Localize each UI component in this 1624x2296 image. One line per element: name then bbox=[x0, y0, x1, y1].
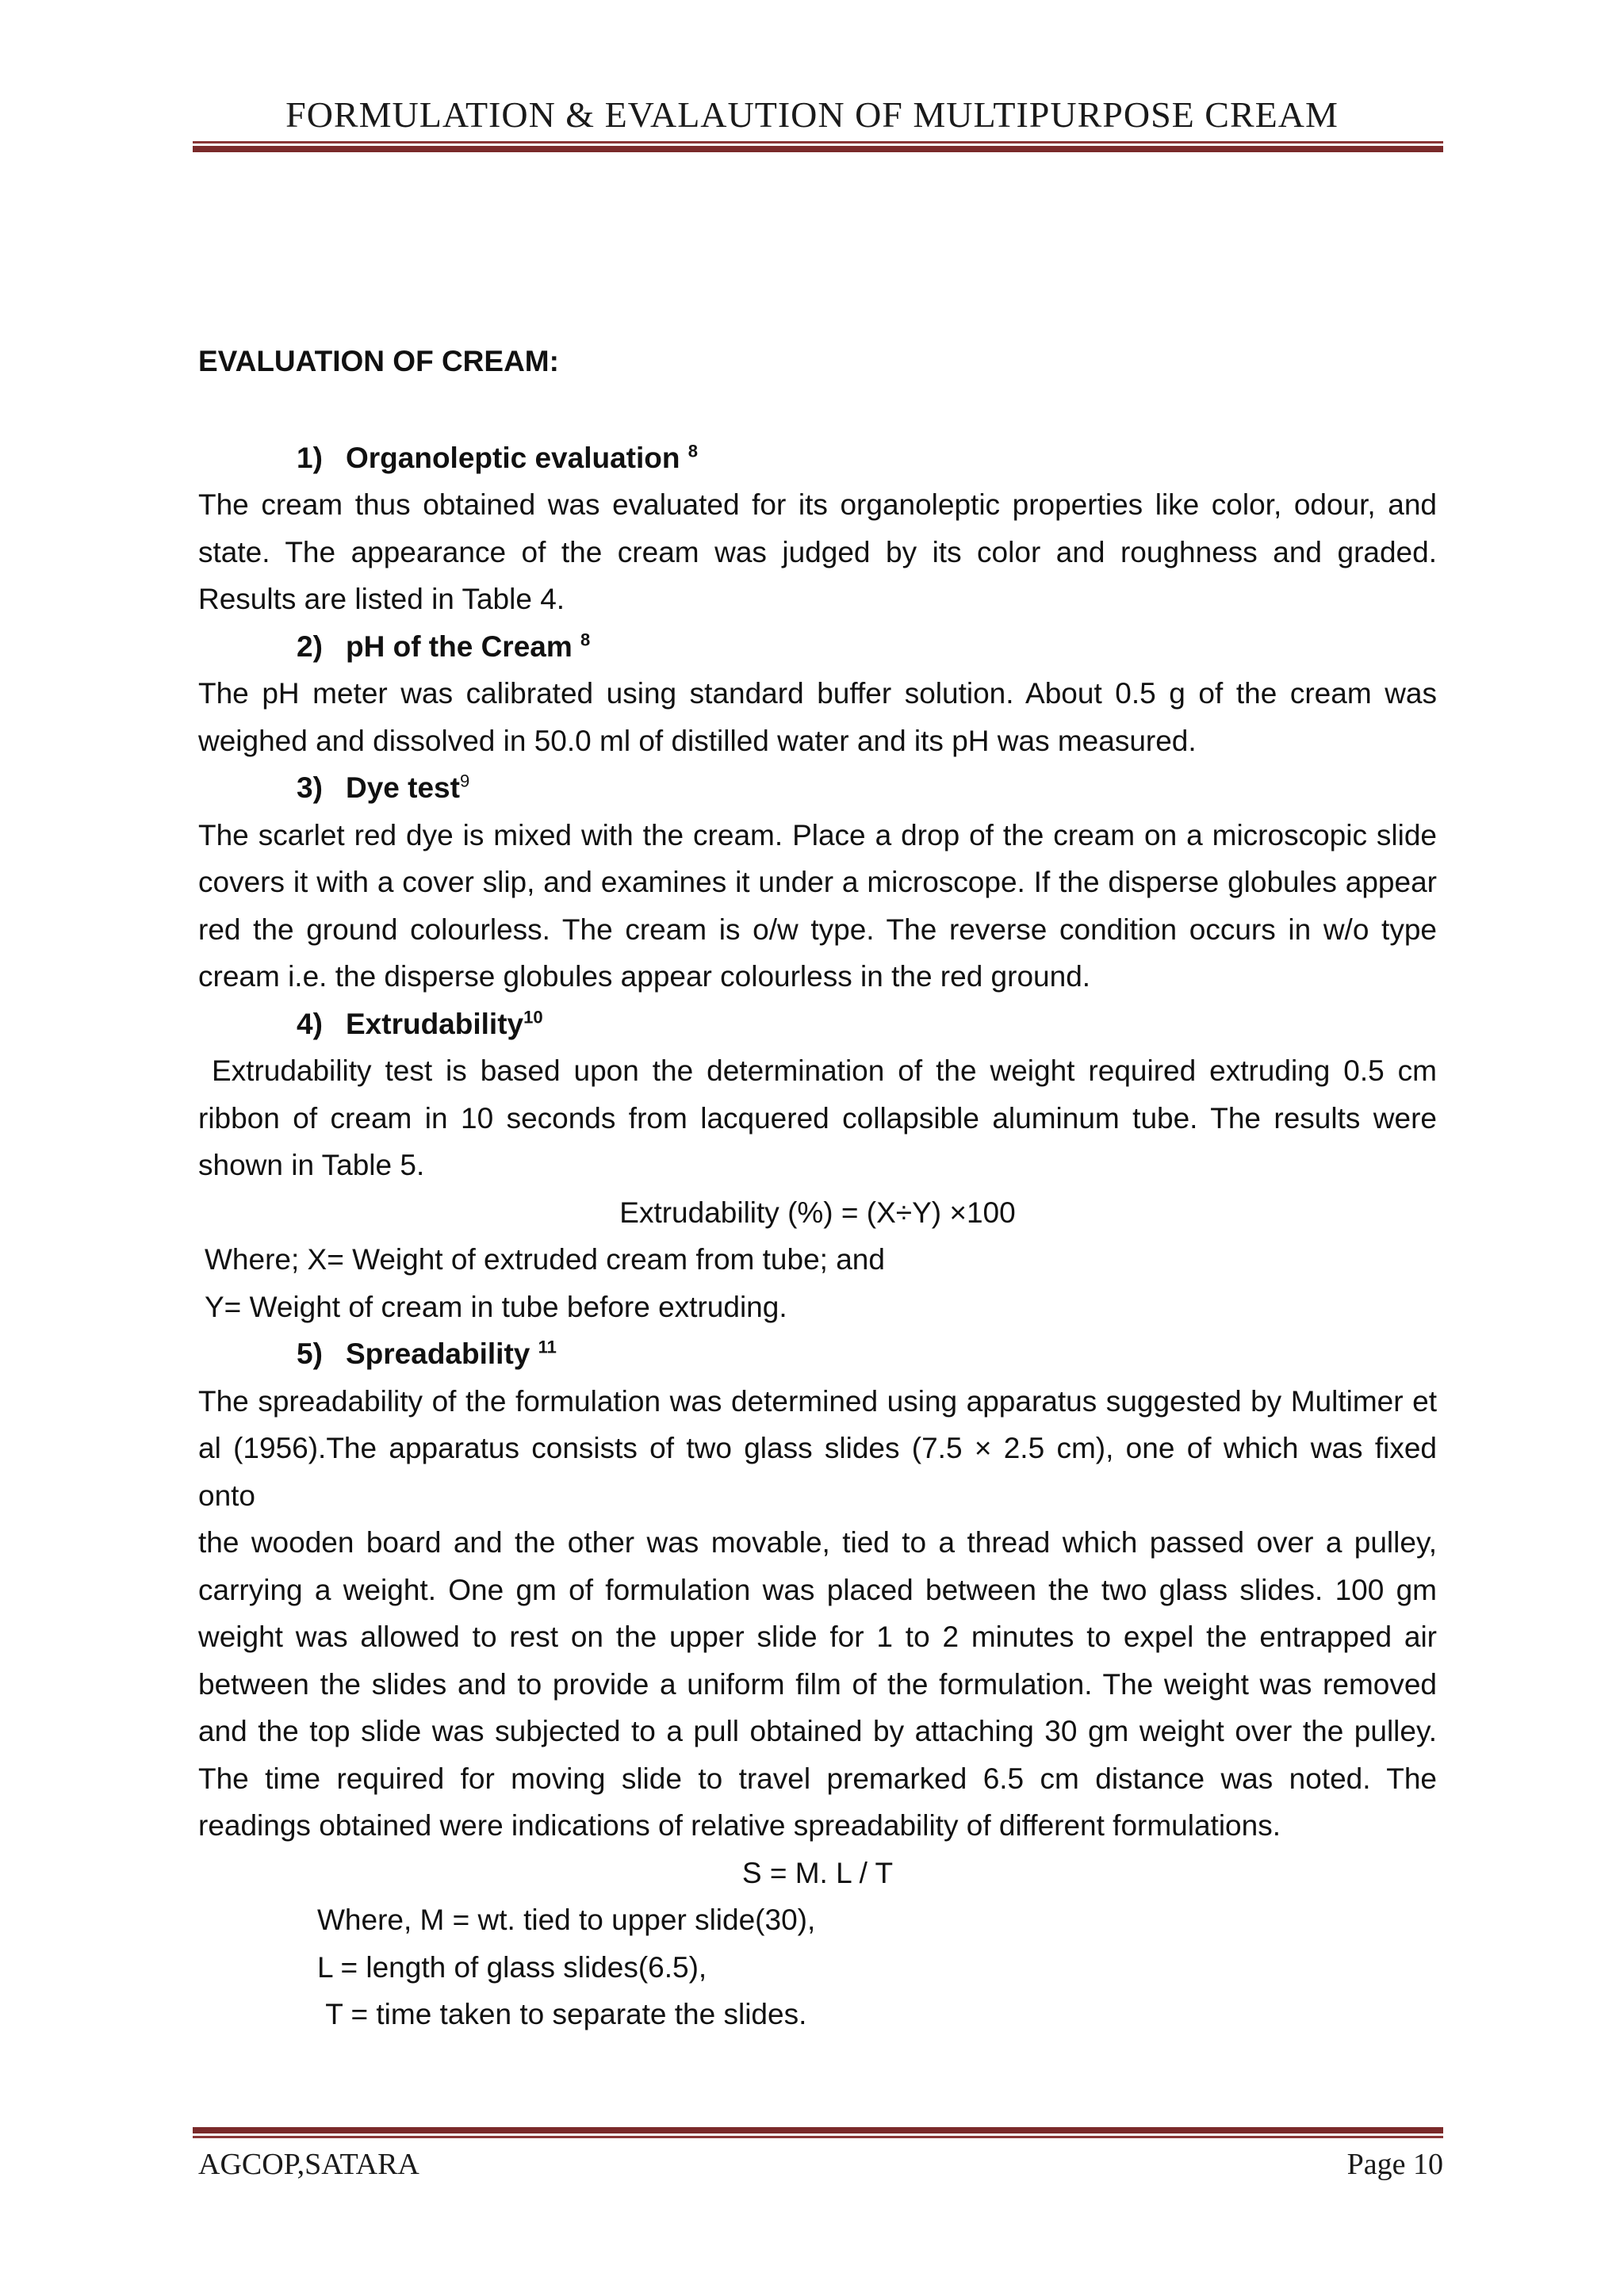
paragraph-extrudability: Extrudability test is based upon the determination of the weight required extruding 0.5 cm ribbon of cream in 10 seconds from lacquered collapsible aluminum tube. The results were shown in Table 5. bbox=[198, 1054, 1438, 1181]
paragraph-spreadability: The spreadability of the formulation was determined using apparatus suggested by Multimer et al (1956).The apparatus consists of two glass slides (7.5 × 2.5 cm), one of which was fixed onto the wooden board and the other was movable, tied to a thread which passed over a pulley, carrying a weight. One gm of formulation was placed between the two glass slides. 100 gm weight was allowed to rest on the upper slide for 1 to 2 minutes to expel the entrapped air between the slides and to provide a uniform film of the formulation. The weight was removed and the top slide was subjected to a pull obtained by attaching 30 gm weight over the pulley. The time required for moving slide to travel premarked 6.5 cm distance was noted. The readings obtained were indications of relative spreadability of different formulations. bbox=[198, 1384, 1437, 1842]
item-heading-dye-test: 3) Dye test$^9$ bbox=[297, 771, 470, 804]
footer-institution: AGCOP,SATARA bbox=[198, 2148, 419, 2181]
item-heading-extrudability: 4) Extrudability$^{10}$ bbox=[297, 1007, 543, 1040]
reference-superscript: 10 bbox=[523, 1007, 543, 1027]
paragraph-organoleptic: The cream thus obtained was evaluated for its organoleptic properties like color, odour, and state. The appearance of the cream was judged by its color and roughness and graded. Results are listed in Table 4. bbox=[198, 488, 1437, 615]
item-heading-organoleptic: 1) Organoleptic evaluation $^8$ bbox=[297, 441, 699, 474]
where-line: Y= Weight of cream in tube before extruding. bbox=[205, 1290, 787, 1323]
section-title: EVALUATION OF CREAM: bbox=[198, 345, 559, 377]
formula-extrudability: Extrudability (%) = (X÷Y) ×100 bbox=[619, 1196, 1016, 1229]
reference-superscript: 11 bbox=[538, 1337, 557, 1357]
paragraph-ph: The pH meter was calibrated using standard buffer solution. About 0.5 g of the cream was weighed and dissolved in 50.0 ml of distilled water and its pH was measured. bbox=[198, 677, 1437, 757]
where-line: Where; X= Weight of extruded cream from tube; and bbox=[205, 1243, 885, 1276]
formula-spreadability: S = M. L / T bbox=[741, 1856, 894, 1889]
header-rule bbox=[193, 141, 1443, 152]
page-number: Page 10 bbox=[1346, 2148, 1443, 2181]
main-content bbox=[198, 338, 1437, 2038]
reference-superscript: 8 bbox=[580, 629, 591, 650]
item-heading-ph: 2) pH of the Cream $^8$ bbox=[297, 629, 591, 663]
where-line: T = time taken to separate the slides. bbox=[317, 1998, 807, 2030]
reference-superscript: 8 bbox=[688, 441, 699, 461]
reference-superscript: 9 bbox=[459, 771, 470, 791]
where-line: L = length of glass slides(6.5), bbox=[317, 1950, 707, 1984]
header-title: FORMULATION & EVALAUTION OF MULTIPURPOSE CREAM bbox=[285, 94, 1339, 135]
item-heading-spreadability: 5) Spreadability $^{11}$ bbox=[297, 1337, 557, 1370]
paragraph-dye-test: The scarlet red dye is mixed with the cream. Place a drop of the cream on a microscopic slide covers it with a cover slip, and examines it under a microscope. If the disperse globules appear red the ground colourless. The cream is o/w type. The reverse condition occurs in w/o type cream i.e. the disperse globules appear colourless in the red ground. bbox=[198, 818, 1437, 993]
where-line: Where, M = wt. tied to upper slide(30), bbox=[317, 1904, 816, 1936]
footer-rule bbox=[193, 2127, 1443, 2138]
